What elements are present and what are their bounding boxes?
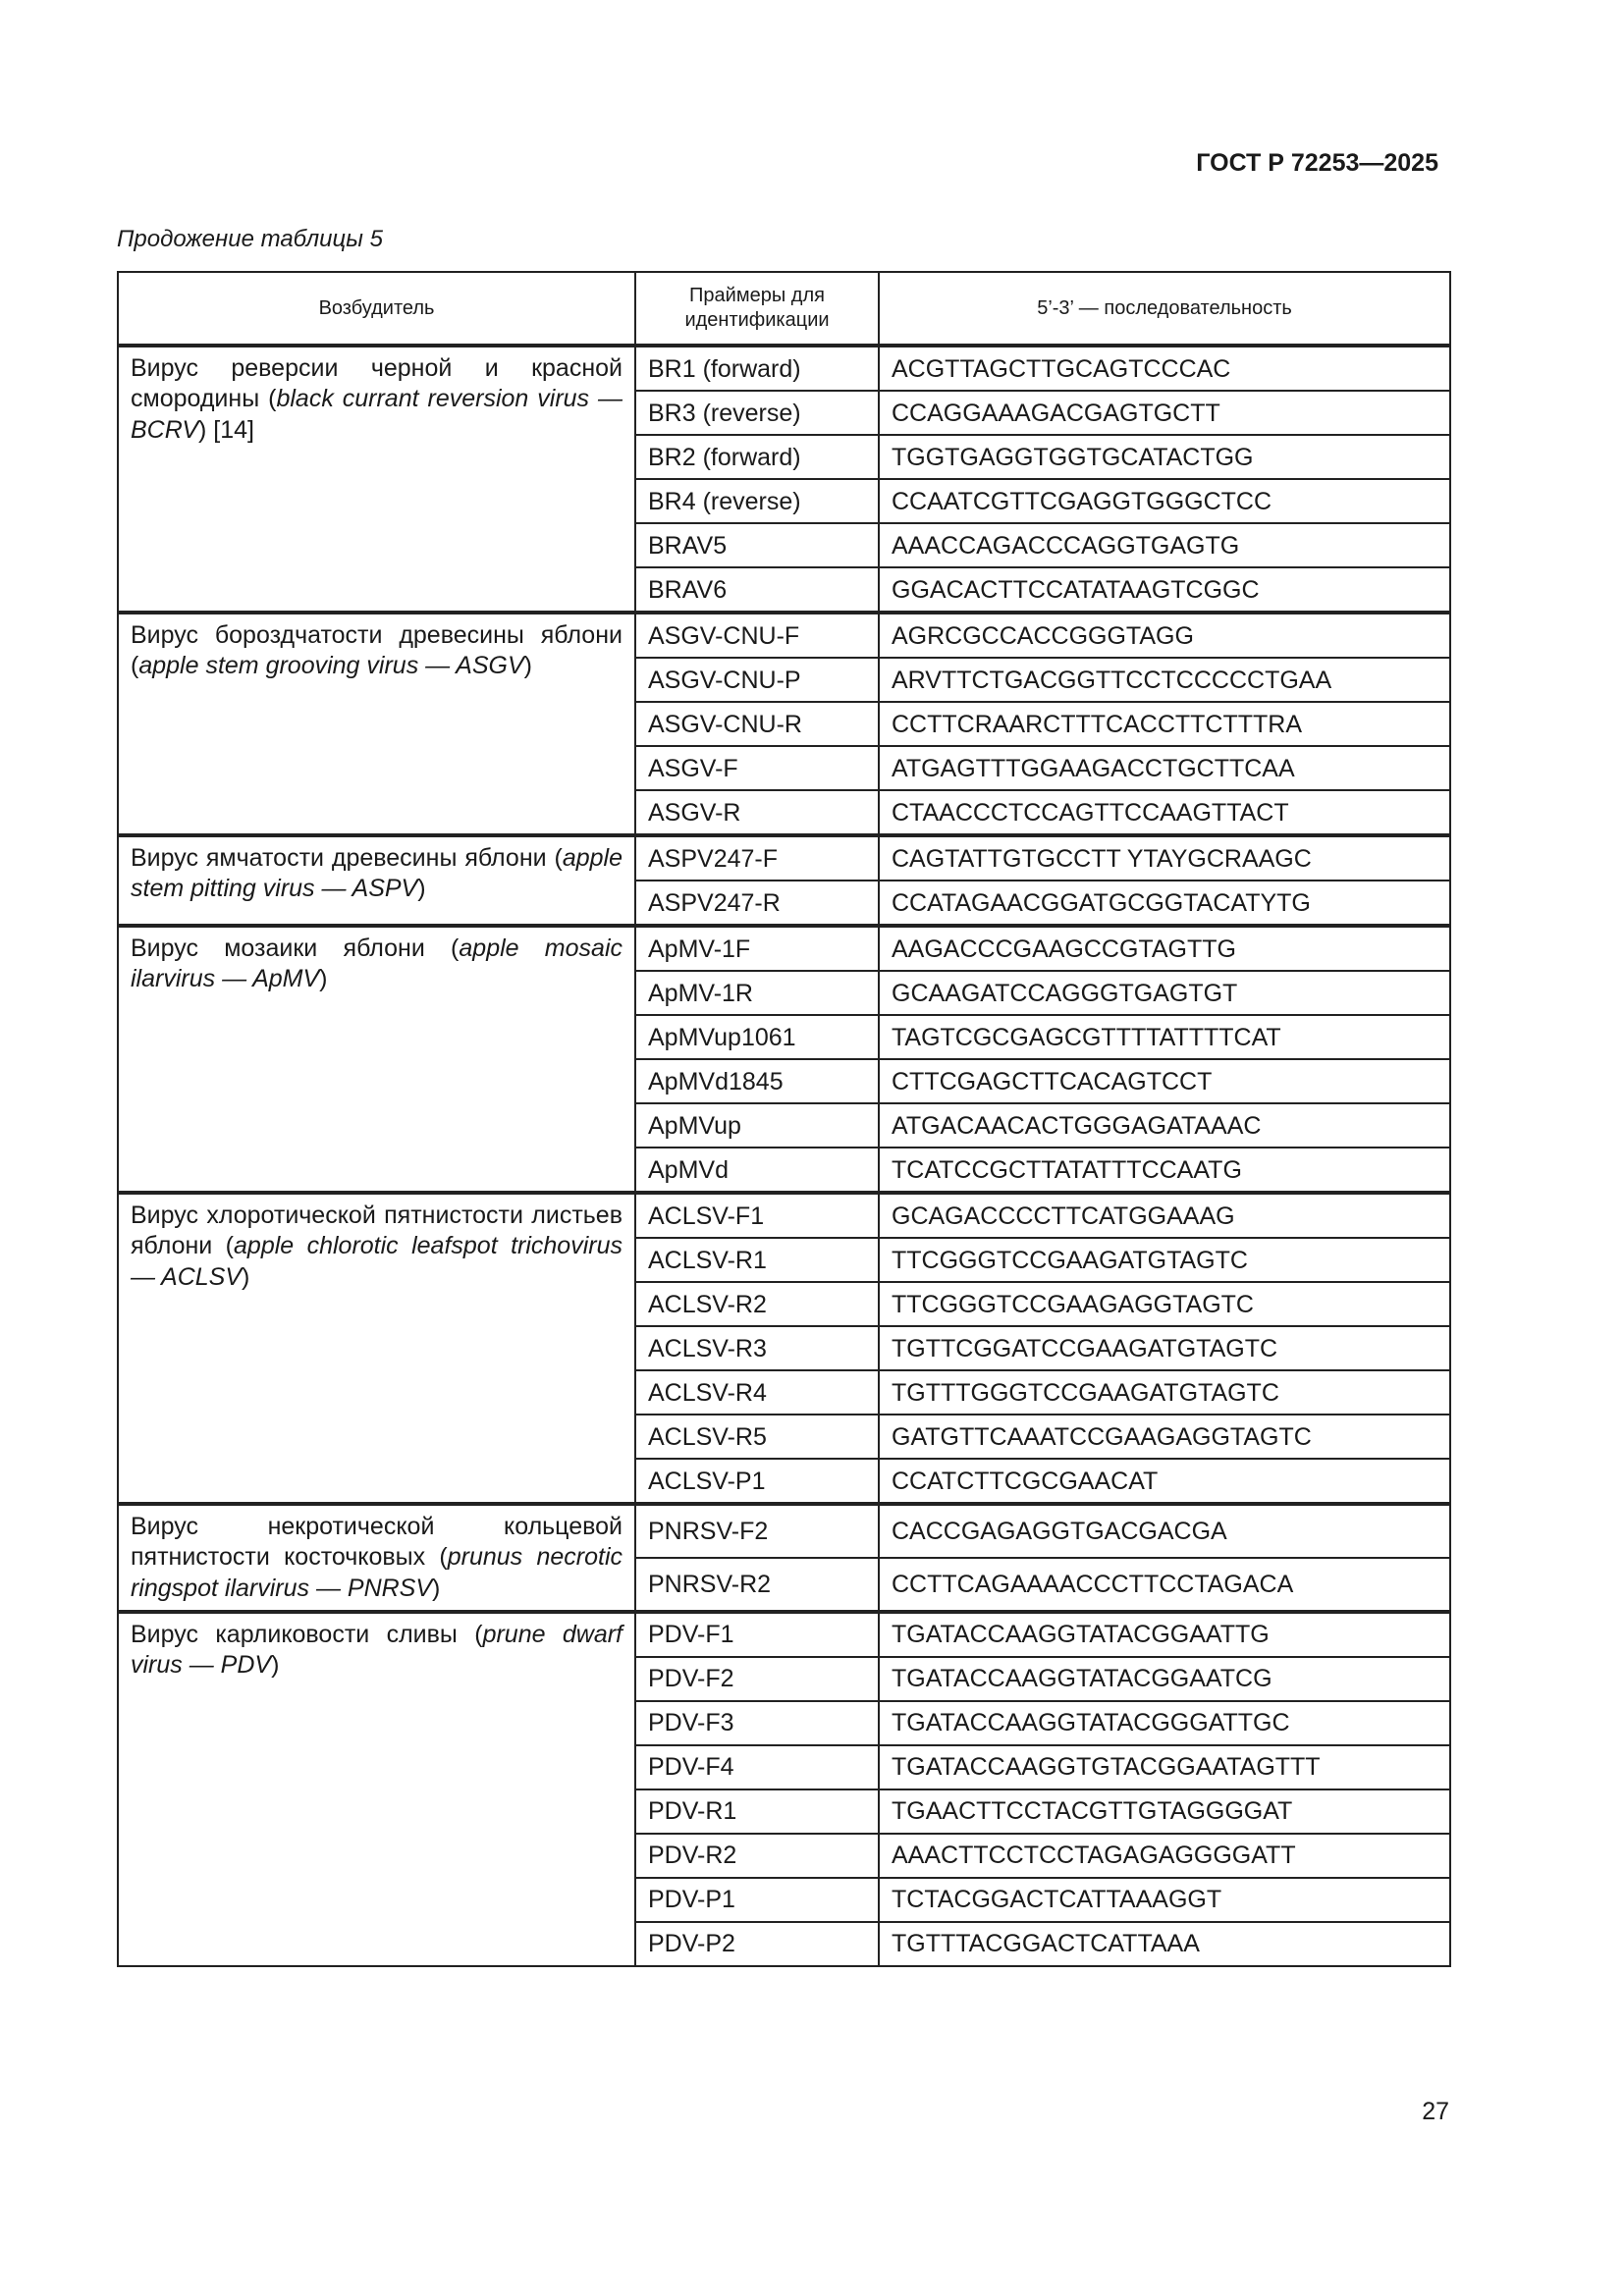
sequence-cell: CTTCGAGCTTCACAGTCCT xyxy=(879,1059,1450,1103)
primer-table xyxy=(117,271,1451,1967)
primer-name-cell: PDV-F3 xyxy=(635,1701,879,1745)
primer-name-cell: ASGV-R xyxy=(635,790,879,835)
primer-name-cell: ACLSV-P1 xyxy=(635,1459,879,1504)
sequence-cell: TGGTGAGGTGGTGCATACTGG xyxy=(879,435,1450,479)
sequence-cell: ATGACAACACTGGGAGATAAAC xyxy=(879,1103,1450,1148)
pathogen-suffix: ) xyxy=(432,1574,441,1602)
pathogen-cell xyxy=(118,926,635,1193)
table-row xyxy=(118,1612,1450,1657)
table-row xyxy=(118,926,1450,971)
pathogen-suffix: ) xyxy=(242,1262,250,1291)
pathogen-cell xyxy=(118,1193,635,1504)
primer-name-cell: ASGV-CNU-P xyxy=(635,658,879,702)
primer-name-cell: ApMVd xyxy=(635,1148,879,1193)
sequence-cell: TGTTTGGGTCCGAAGATGTAGTC xyxy=(879,1370,1450,1415)
pathogen-name: Вирус ямчатости древесины яблони ( xyxy=(131,844,563,872)
primer-name-cell: PDV-R2 xyxy=(635,1834,879,1878)
sequence-cell: AGRCGCCACCGGGTAGG xyxy=(879,613,1450,658)
sequence-cell: TGATACCAAGGTATACGGGATTGC xyxy=(879,1701,1450,1745)
primer-name-cell: ApMV-1R xyxy=(635,971,879,1015)
primer-name-cell: BR1 (forward) xyxy=(635,346,879,391)
pathogen-cell xyxy=(118,346,635,613)
primer-name-cell: ASGV-CNU-F xyxy=(635,613,879,658)
sequence-cell: TAGTCGCGAGCGTTTTATTTTCAT xyxy=(879,1015,1450,1059)
sequence-cell: AAACTTCCTCCTAGAGAGGGGATT xyxy=(879,1834,1450,1878)
primer-name-cell: PDV-F2 xyxy=(635,1657,879,1701)
primer-name-cell: ASPV247-F xyxy=(635,835,879,881)
pathogen-suffix: ) [14] xyxy=(198,415,254,444)
sequence-cell: TTCGGGTCCGAAGATGTAGTC xyxy=(879,1238,1450,1282)
table-row xyxy=(118,835,1450,881)
sequence-cell: ARVTTCTGACGGTTCCTCCCCCTGAA xyxy=(879,658,1450,702)
pathogen-name: Вирус мозаики яблони ( xyxy=(131,934,460,962)
column-header-primers: Праймеры для идентификации xyxy=(635,272,879,346)
pathogen-latin-name: apple chlorotic leafspot trichovirus — ACLSV xyxy=(131,1232,623,1291)
primer-name-cell: BR3 (reverse) xyxy=(635,391,879,435)
primer-name-cell: PNRSV-R2 xyxy=(635,1558,879,1612)
sequence-cell: TGTTCGGATCCGAAGATGTAGTC xyxy=(879,1326,1450,1370)
pathogen-suffix: ) xyxy=(271,1651,280,1679)
primer-name-cell: BR2 (forward) xyxy=(635,435,879,479)
sequence-cell: TGAACTTCCTACGTTGTAGGGGAT xyxy=(879,1789,1450,1834)
primer-name-cell: ASPV247-R xyxy=(635,881,879,926)
column-header-sequence: 5’-3’ — последовательность xyxy=(879,272,1450,346)
sequence-cell: TGATACCAAGGTGTACGGAATAGTTT xyxy=(879,1745,1450,1789)
sequence-cell: CCATCTTCGCGAACAT xyxy=(879,1459,1450,1504)
sequence-cell: TGATACCAAGGTATACGGAATCG xyxy=(879,1657,1450,1701)
primer-name-cell: ApMV-1F xyxy=(635,926,879,971)
primer-name-cell: ACLSV-F1 xyxy=(635,1193,879,1238)
sequence-cell: GCAGACCCCTTCATGGAAAG xyxy=(879,1193,1450,1238)
sequence-cell: CCATAGAACGGATGCGGTACATYTG xyxy=(879,881,1450,926)
sequence-cell: AAACCAGACCCAGGTGAGTG xyxy=(879,523,1450,567)
sequence-cell: CCAATCGTTCGAGGTGGGCTCC xyxy=(879,479,1450,523)
sequence-cell: GCAAGATCCAGGGTGAGTGT xyxy=(879,971,1450,1015)
pathogen-latin-name: black currant reversion virus — BCRV xyxy=(131,385,623,444)
primer-name-cell: PDV-P2 xyxy=(635,1922,879,1966)
pathogen-latin-name: apple stem pitting virus — ASPV xyxy=(131,844,623,903)
pathogen-name: Вирус карликовости сливы ( xyxy=(131,1620,483,1648)
primer-name-cell: ACLSV-R4 xyxy=(635,1370,879,1415)
primer-name-cell: ApMVup xyxy=(635,1103,879,1148)
sequence-cell: ATGAGTTTGGAAGACCTGCTTCAA xyxy=(879,746,1450,790)
sequence-cell: CAGTATTGTGCCTT YTAYGCRAAGC xyxy=(879,835,1450,881)
sequence-cell: GATGTTCAAATCCGAAGAGGTAGTC xyxy=(879,1415,1450,1459)
pathogen-name: Вирус хлоротической пятнистости листьев яблони ( xyxy=(131,1201,623,1260)
sequence-cell: TGTTTACGGACTCATTAAA xyxy=(879,1922,1450,1966)
primer-name-cell: ACLSV-R3 xyxy=(635,1326,879,1370)
primer-name-cell: ACLSV-R2 xyxy=(635,1282,879,1326)
sequence-cell: TCTACGGACTCATTAAAGGT xyxy=(879,1878,1450,1922)
sequence-cell: CCAGGAAAGACGAGTGCTT xyxy=(879,391,1450,435)
sequence-cell: TGATACCAAGGTATACGGAATTG xyxy=(879,1612,1450,1657)
sequence-cell: CCTTCRAARCTTTCACCTTCTTTRA xyxy=(879,702,1450,746)
primer-name-cell: ApMVd1845 xyxy=(635,1059,879,1103)
pathogen-latin-name: prune dwarf virus — PDV xyxy=(131,1620,623,1679)
sequence-cell: TCATCCGCTTATATTTCCAATG xyxy=(879,1148,1450,1193)
primer-name-cell: PDV-F4 xyxy=(635,1745,879,1789)
pathogen-cell xyxy=(118,613,635,835)
primer-name-cell: BR4 (reverse) xyxy=(635,479,879,523)
sequence-cell: TTCGGGTCCGAAGAGGTAGTC xyxy=(879,1282,1450,1326)
primer-name-cell: ACLSV-R1 xyxy=(635,1238,879,1282)
pathogen-name: Вирус реверсии черной и красной смородины ( xyxy=(131,354,623,413)
sequence-cell: AAGACCCGAAGCCGTAGTTG xyxy=(879,926,1450,971)
table-row xyxy=(118,1193,1450,1238)
primer-name-cell: ACLSV-R5 xyxy=(635,1415,879,1459)
table-body xyxy=(118,346,1450,1966)
pathogen-latin-name: apple stem grooving virus — ASGV xyxy=(138,652,524,680)
pathogen-suffix: ) xyxy=(417,875,426,903)
table-row xyxy=(118,1504,1450,1558)
primer-name-cell: BRAV5 xyxy=(635,523,879,567)
table-caption: Продожение таблицы 5 xyxy=(117,226,383,252)
pathogen-name: Вирус некротической кольцевой пятнистости косточковых ( xyxy=(131,1513,623,1572)
pathogen-latin-name: apple mosaic ilarvirus — ApMV xyxy=(131,934,623,993)
table-row xyxy=(118,613,1450,658)
sequence-cell: CCTTCAGAAAACCCTTCCTAGACA xyxy=(879,1558,1450,1612)
pathogen-suffix: ) xyxy=(319,965,328,993)
primer-name-cell: BRAV6 xyxy=(635,567,879,613)
table-header-row xyxy=(118,272,1450,346)
table-row xyxy=(118,346,1450,391)
sequence-cell: ACGTTAGCTTGCAGTCCCAC xyxy=(879,346,1450,391)
pathogen-name: Вирус бороздчатости древесины яблони ( xyxy=(131,621,623,680)
primer-name-cell: PDV-F1 xyxy=(635,1612,879,1657)
pathogen-suffix: ) xyxy=(523,652,532,680)
page-number: 27 xyxy=(1422,2098,1449,2125)
primer-name-cell: ASGV-CNU-R xyxy=(635,702,879,746)
sequence-cell: CACCGAGAGGTGACGACGA xyxy=(879,1504,1450,1558)
pathogen-cell xyxy=(118,835,635,926)
sequence-cell: GGACACTTCCATATAAGTCGGC xyxy=(879,567,1450,613)
column-header-pathogen: Возбудитель xyxy=(118,272,635,346)
pathogen-cell xyxy=(118,1504,635,1612)
pathogen-latin-name: prunus necrotic ringspot ilarvirus — PNRSV xyxy=(131,1543,623,1602)
primer-name-cell: PDV-P1 xyxy=(635,1878,879,1922)
primer-name-cell: PNRSV-F2 xyxy=(635,1504,879,1558)
standard-number: ГОСТ Р 72253—2025 xyxy=(1196,149,1438,177)
primer-name-cell: ASGV-F xyxy=(635,746,879,790)
primer-name-cell: ApMVup1061 xyxy=(635,1015,879,1059)
pathogen-cell xyxy=(118,1612,635,1966)
primer-name-cell: PDV-R1 xyxy=(635,1789,879,1834)
sequence-cell: CTAACCCTCCAGTTCCAAGTTACT xyxy=(879,790,1450,835)
